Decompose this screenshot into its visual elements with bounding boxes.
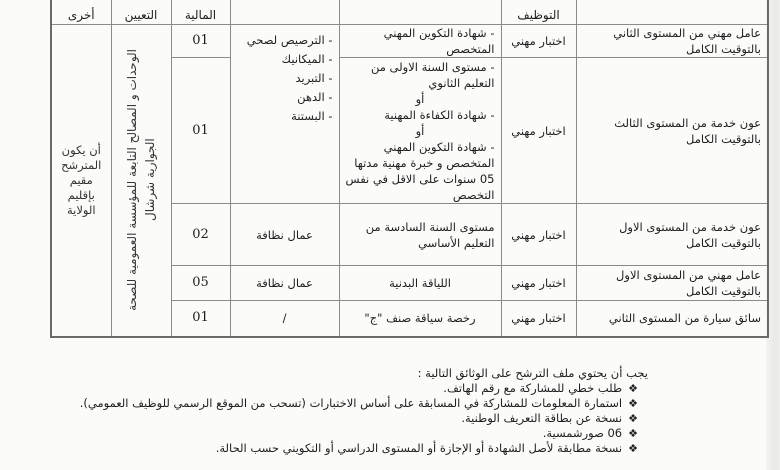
method-cell: اختبار مهني <box>501 266 576 301</box>
diamond-dots-icon: ❖ <box>628 397 638 410</box>
method-cell: اختبار مهني <box>501 58 576 204</box>
diamond-dots-icon: ❖ <box>628 442 638 455</box>
qualification-cell: - شهادة التكوين المهني المتخصص <box>339 25 501 58</box>
header-qualifications <box>339 0 501 25</box>
specialty-item: - التبريد <box>295 71 333 85</box>
other-conditions-cell: أن يكون المترشح مقيم بإقليم الولاية <box>51 25 111 337</box>
diamond-dots-icon: ❖ <box>628 412 638 425</box>
positions-cell: 01 <box>171 301 230 337</box>
specialty-cell: / <box>230 301 339 337</box>
recruitment-table <box>50 0 769 338</box>
method-cell: اختبار مهني <box>501 301 576 337</box>
header-specialty <box>230 0 339 25</box>
rank-cell: عون خدمة من المستوى الاول بالتوقيت الكامل <box>576 204 768 266</box>
diamond-dots-icon: ❖ <box>628 427 638 440</box>
required-documents <box>8 366 768 456</box>
or-separator: أو <box>415 123 425 138</box>
header-assignment: التعيين <box>111 0 171 25</box>
documents-list <box>8 381 768 456</box>
qualification-cell: اللياقة البدنية <box>339 266 501 301</box>
rank-cell: عون خدمة من المستوى الثالث بالتوقيت الكامل <box>576 58 768 204</box>
document-item: ❖طلب خطي للمشاركة مع رقم الهاتف. <box>443 381 638 395</box>
table-row <box>51 25 768 58</box>
positions-cell: 01 <box>171 58 230 204</box>
rank-cell: عامل مهني من المستوى الثاني بالتوقيت الكامل <box>576 25 768 58</box>
assignment-text: الوحدات و المصالح التابعة للمؤسسة العمومية للصحة الجوارية شرشال <box>125 49 157 312</box>
or-separator: أو <box>415 91 425 106</box>
qualification-cell <box>339 58 501 204</box>
method-cell: اختبار مهني <box>501 25 576 58</box>
rank-cell: سائق سيارة من المستوى الثاني <box>576 301 768 337</box>
specialty-item: - الدهن <box>297 90 333 104</box>
table-header-row <box>51 0 768 25</box>
document-item: ❖نسخة مطابقة لأصل الشهادة أو الإجازة أو المستوى الدراسي أو التكويني حسب الحالة. <box>215 441 638 455</box>
positions-cell: 05 <box>171 266 230 301</box>
specialty-cell: عمال نظافة <box>230 204 339 266</box>
method-cell: اختبار مهني <box>501 204 576 266</box>
header-rank <box>576 0 768 25</box>
header-other: أخرى <box>51 0 111 25</box>
assignment-cell <box>111 25 171 337</box>
header-positions: المالية <box>171 0 230 25</box>
specialty-item: - الترصيص لصحي <box>246 33 333 47</box>
specialty-cell: عمال نظافة <box>230 266 339 301</box>
document-item: ❖استمارة المعلومات للمشاركة في المسابقة على أساس الاختبارات (تسحب من الموقع الرسمي للوظيف العمومي). <box>79 396 638 410</box>
specialty-item: - البستنة <box>291 109 333 123</box>
positions-cell: 02 <box>171 204 230 266</box>
specialty-item: - الميكانيك <box>281 52 333 66</box>
qualification-line: - مستوى السنة الاولى من التعليم الثانوي <box>370 59 495 90</box>
qualification-cell: مستوى السنة السادسة من التعليم الأساسي <box>339 204 501 266</box>
document-item: ❖06 صورشمسية. <box>542 426 638 440</box>
qualification-line: - شهادة التكوين المهني المتخصص و خبرة مهنية مدتها 05 سنوات على الاقل في نفس التخصص <box>345 139 495 202</box>
specialty-cell <box>230 25 339 204</box>
documents-intro: يجب أن يحتوي ملف الترشح على الوثائق التالية : <box>417 366 648 380</box>
specialty-list <box>237 31 333 126</box>
positions-cell: 01 <box>171 25 230 58</box>
rank-cell: عامل مهني من المستوى الاول بالتوقيت الكامل <box>576 266 768 301</box>
document-item: ❖نسخة عن بطاقة التعريف الوطنية. <box>461 411 638 425</box>
qualification-line: - شهادة الكفاءة المهنية <box>384 107 495 122</box>
qualification-cell: رخصة سياقة صنف "ج" <box>339 301 501 337</box>
diamond-dots-icon: ❖ <box>628 382 638 395</box>
header-method: التوظيف <box>501 0 576 25</box>
